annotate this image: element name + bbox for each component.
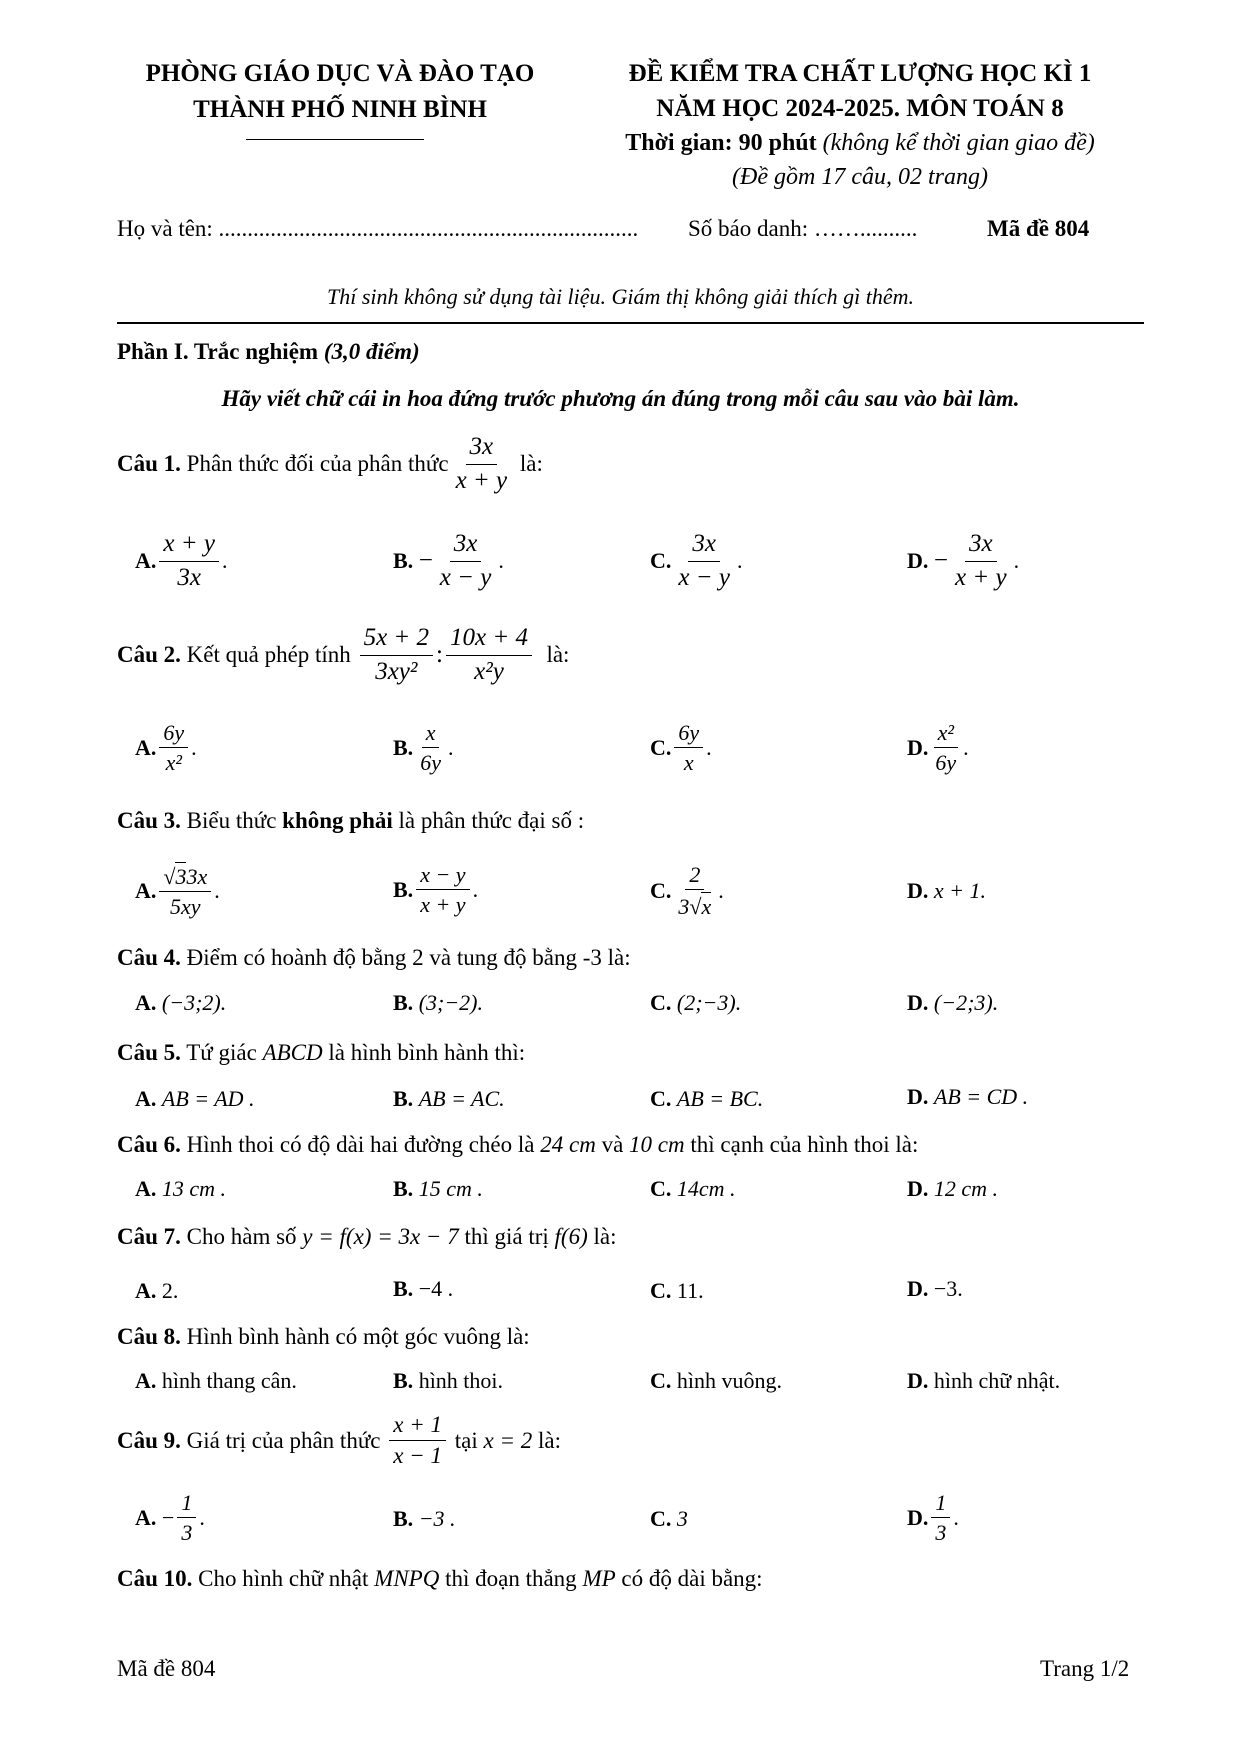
option-label: C. xyxy=(650,1278,672,1303)
denominator: x xyxy=(683,750,694,776)
question-text: là hình bình hành thì: xyxy=(328,1040,526,1065)
question-text: Giá trị của phân thức xyxy=(186,1427,381,1453)
math-expression: ABCD xyxy=(262,1040,323,1065)
option-value: 2. xyxy=(161,1278,179,1303)
question-label: Câu 1. xyxy=(117,451,181,477)
question-text: thì cạnh của hình thoi là: xyxy=(690,1132,919,1157)
denominator: x²y xyxy=(474,657,504,685)
option-d xyxy=(907,1084,1028,1110)
denominator: 3xy² xyxy=(375,657,418,685)
option-label: A. xyxy=(135,877,157,903)
question-text: Biểu thức xyxy=(186,808,277,833)
header-divider xyxy=(117,322,1144,324)
option-d: D. − $\frac{3x}{x + y}$ . xyxy=(907,530,1020,591)
question-label: Câu 8. xyxy=(117,1324,181,1349)
option-label: B. xyxy=(393,1276,414,1301)
question-text: thì đoạn thẳng xyxy=(445,1566,577,1591)
option-label: D. xyxy=(907,990,929,1015)
denominator: x² xyxy=(165,750,182,776)
option-label: C. xyxy=(650,734,672,760)
question-6 xyxy=(117,1132,918,1158)
option-label: A. xyxy=(135,1504,157,1530)
option-label: D. xyxy=(907,1176,929,1201)
question-text: Hình thoi có độ dài hai đường chéo là xyxy=(186,1132,535,1157)
math-expression: x = 2 xyxy=(483,1427,533,1453)
option-label: A. xyxy=(135,990,157,1015)
denominator: x − 1 xyxy=(393,1443,442,1469)
time-note: (không kể thời gian giao đề) xyxy=(822,130,1095,156)
option-b xyxy=(393,1276,453,1302)
header-underline xyxy=(246,139,424,140)
option-label: B. xyxy=(393,1176,414,1201)
fraction xyxy=(436,530,496,593)
radicand: x xyxy=(701,894,712,920)
option-d: D. $\frac{1}{3}$ . xyxy=(907,1490,959,1546)
option-value: −3. xyxy=(933,1276,963,1301)
fraction xyxy=(159,720,188,776)
section-title-text: Phần I. Trắc nghiệm xyxy=(117,339,319,364)
section-instruction: Hãy viết chữ cái in hoa đứng trước phương án đúng trong mỗi câu sau vào bài làm. xyxy=(221,386,1020,411)
math-expression: 24 cm xyxy=(540,1132,596,1157)
option-label: C. xyxy=(650,1506,672,1531)
question-tail: là: xyxy=(519,451,543,477)
numerator: 3x xyxy=(450,530,482,562)
option-value: AB = CD . xyxy=(933,1084,1029,1109)
question-1 xyxy=(117,433,543,496)
option-b xyxy=(393,990,483,1016)
footer-page-number: Trang 1/2 xyxy=(1040,1656,1130,1681)
option-d: D. $\frac{\text{x²}}{6y}$ . xyxy=(907,720,969,776)
option-label: A. xyxy=(135,1278,157,1303)
option-a: A. $\frac{6y}{\text{x²}}$ . xyxy=(135,720,197,776)
denominator: x − y xyxy=(678,563,730,591)
option-value: 15 cm . xyxy=(418,1176,483,1201)
option-a xyxy=(135,1278,178,1304)
option-value: 3 xyxy=(676,1506,688,1531)
option-label: D. xyxy=(907,1276,929,1301)
option-b: B. $\frac{x}{6y}$ . xyxy=(393,720,454,776)
question-text: Cho hàm số xyxy=(186,1224,297,1249)
fraction xyxy=(389,1412,446,1470)
radicand: 3 xyxy=(175,864,187,889)
option-label: A. xyxy=(135,1176,157,1201)
option-a: A. $\frac{√33x}{5xy}$ . xyxy=(135,864,220,920)
option-c xyxy=(650,1368,782,1394)
option-value: (−3;2). xyxy=(161,990,227,1015)
option-label: C. xyxy=(650,1086,672,1111)
fraction xyxy=(452,433,512,496)
option-c xyxy=(650,1176,736,1202)
denominator: 5xy xyxy=(170,894,201,920)
option-label: B. xyxy=(393,1086,414,1111)
numerator: 10x + 4 xyxy=(446,624,532,656)
option-label: C. xyxy=(650,1368,672,1393)
option-label: D. xyxy=(907,878,929,903)
numerator: 2 xyxy=(685,862,704,890)
fraction xyxy=(674,720,703,776)
option-d xyxy=(907,1176,998,1202)
fraction: $\frac{√33x}{5xy}$ xyxy=(159,862,211,920)
option-a: A. $\frac{x + y}{3x}$ . xyxy=(135,530,228,591)
option-b: B. $\frac{x - y}{x + y}$ . xyxy=(393,862,479,918)
option-value: hình chữ nhật. xyxy=(933,1368,1061,1393)
option-value: hình thang cân. xyxy=(161,1368,297,1393)
denominator: 3 xyxy=(181,1520,193,1546)
option-d xyxy=(907,990,998,1016)
fraction xyxy=(674,530,734,593)
option-a xyxy=(135,1086,255,1112)
option-value: −3 . xyxy=(418,1506,456,1531)
option-c: C. $\frac{3x}{x - y}$ . xyxy=(650,530,743,591)
question-text: và xyxy=(601,1132,624,1157)
option-label: A. xyxy=(135,1368,157,1393)
denominator: 6y xyxy=(420,750,441,776)
option-b xyxy=(393,1176,483,1202)
question-label: Câu 4. xyxy=(117,945,181,970)
question-text: Điểm có hoành độ bằng 2 và tung độ bằng -3 là: xyxy=(186,945,631,970)
question-text: Kết quả phép tính xyxy=(186,642,351,668)
question-3 xyxy=(117,808,584,834)
question-label: Câu 7. xyxy=(117,1224,181,1249)
fraction xyxy=(951,530,1011,593)
numerator: 6y xyxy=(159,720,188,748)
question-label: Câu 6. xyxy=(117,1132,181,1157)
math-expression: y = f(x) = 3x − 7 xyxy=(302,1224,459,1249)
numerator: 3x xyxy=(965,530,997,562)
option-label: B. xyxy=(393,1506,414,1531)
option-a xyxy=(135,1176,226,1202)
numerator: x² xyxy=(934,720,958,748)
question-text: là: xyxy=(537,1427,561,1453)
question-text: là: xyxy=(593,1224,617,1249)
department-name: PHÒNG GIÁO DỤC VÀ ĐÀO TẠO xyxy=(145,60,535,87)
option-value: 12 cm . xyxy=(933,1176,999,1201)
question-text: có độ dài bằng: xyxy=(621,1566,763,1591)
school-year-subject: NĂM HỌC 2024-2025. MÔN TOÁN 8 xyxy=(656,95,1064,122)
numerator: x xyxy=(422,720,440,748)
option-label: D. xyxy=(907,1504,929,1530)
option-value: 14cm . xyxy=(676,1176,736,1201)
option-value: x + 1. xyxy=(933,878,987,903)
option-a xyxy=(135,990,226,1016)
numerator: 3x xyxy=(688,530,720,562)
denominator: x + y xyxy=(420,892,466,918)
option-b xyxy=(393,1086,505,1112)
option-c: C. $\frac{6y}{x}$ . xyxy=(650,720,712,776)
exam-time xyxy=(575,130,1145,157)
question-4 xyxy=(117,945,631,971)
denominator: 3 xyxy=(935,1520,947,1546)
exam-notice: Thí sinh không sử dụng tài liệu. Giám thị không giải thích gì thêm. xyxy=(326,284,915,309)
option-value: hình vuông. xyxy=(676,1368,783,1393)
option-value: (2;−3). xyxy=(676,990,742,1015)
question-text: Tứ giác xyxy=(186,1040,257,1065)
option-label: A. xyxy=(135,548,157,574)
fraction xyxy=(360,624,433,687)
exam-code: Mã đề 804 xyxy=(987,216,1090,241)
denominator: x − y xyxy=(439,563,492,591)
option-value: AB = AD . xyxy=(161,1086,255,1111)
fraction xyxy=(446,624,532,687)
question-text: là phân thức đại số : xyxy=(398,808,585,833)
math-expression: MNPQ xyxy=(374,1566,440,1591)
option-value: 11. xyxy=(676,1278,704,1303)
section-title xyxy=(117,339,420,365)
question-text: Hình bình hành có một góc vuông là: xyxy=(186,1324,530,1349)
math-expression: MP xyxy=(582,1566,616,1591)
option-value: hình thoi. xyxy=(418,1368,504,1393)
numerator: 1 xyxy=(177,1490,196,1518)
question-2: Câu 2. Kết quả phép tính $\frac{5x + 2}{\text{3xy²}}$ : $\frac{10x + 4}{\text{x²y}}$ là: xyxy=(117,624,570,685)
footer-exam-code: Mã đề 804 xyxy=(117,1656,216,1681)
option-label: B. xyxy=(393,1368,414,1393)
question-emphasis: không phải xyxy=(282,808,393,833)
math-expression: 10 cm xyxy=(629,1132,685,1157)
question-label: Câu 2. xyxy=(117,642,181,668)
option-label: A. xyxy=(135,734,157,760)
option-value: (3;−2). xyxy=(418,990,484,1015)
option-c xyxy=(650,1506,688,1532)
fraction xyxy=(177,1490,196,1546)
option-label: D. xyxy=(907,1084,929,1109)
option-label: B. xyxy=(393,990,414,1015)
denominator: x + y xyxy=(455,466,508,494)
numerator: x − y xyxy=(416,862,469,890)
option-label: B. xyxy=(393,876,414,902)
option-b xyxy=(393,1506,456,1532)
numerator: x + y xyxy=(159,530,219,562)
option-label: B. xyxy=(393,734,414,760)
option-label: D. xyxy=(907,1368,929,1393)
question-text: Cho hình chữ nhật xyxy=(198,1566,369,1591)
option-c xyxy=(650,1278,704,1304)
question-text: Phân thức đối của phân thức xyxy=(186,451,449,477)
option-label: B. xyxy=(393,548,414,574)
candidate-number-field: Số báo danh: …….......... xyxy=(688,216,918,241)
option-a: A. − $\frac{1}{3}$ . xyxy=(135,1490,205,1546)
numerator: 3x xyxy=(466,433,498,465)
option-d xyxy=(907,878,986,904)
denominator: 3x xyxy=(177,563,201,591)
fraction xyxy=(931,720,960,776)
option-label: D. xyxy=(907,734,929,760)
option-d xyxy=(907,1368,1060,1394)
exam-title: ĐỀ KIỂM TRA CHẤT LƯỢNG HỌC KÌ 1 xyxy=(628,60,1092,87)
option-c xyxy=(650,1086,763,1112)
question-9 xyxy=(117,1412,561,1470)
fraction xyxy=(416,862,469,918)
question-text: thì giá trị xyxy=(464,1224,549,1249)
option-value: −4 . xyxy=(418,1276,454,1301)
option-c: C. $\frac{2}{3√x}$ . xyxy=(650,862,724,920)
option-label: A. xyxy=(135,1086,157,1111)
section-points: (3,0 điểm) xyxy=(323,339,420,364)
time-label: Thời gian: 90 phút xyxy=(625,130,817,156)
option-b: B. − $\frac{3x}{x - y}$ . xyxy=(393,530,504,591)
option-d xyxy=(907,1276,963,1302)
fraction: $\frac{2}{3√x}$ xyxy=(678,862,712,920)
question-text: tại xyxy=(454,1427,478,1453)
option-b xyxy=(393,1368,503,1394)
question-10 xyxy=(117,1566,763,1592)
numerator: 3x xyxy=(186,864,208,889)
question-label: Câu 9. xyxy=(117,1427,181,1453)
question-label: Câu 3. xyxy=(117,808,181,833)
city-name: THÀNH PHỐ NINH BÌNH xyxy=(193,96,487,123)
option-label: C. xyxy=(650,548,672,574)
question-label: Câu 10. xyxy=(117,1566,193,1591)
option-label: C. xyxy=(650,877,672,903)
math-expression: f(6) xyxy=(554,1224,588,1249)
fraction xyxy=(931,1490,950,1546)
question-tail: là: xyxy=(546,642,570,668)
option-value: 13 cm . xyxy=(161,1176,227,1201)
option-a xyxy=(135,1368,297,1394)
question-label: Câu 5. xyxy=(117,1040,181,1065)
denominator: x + y xyxy=(955,563,1007,591)
option-label: C. xyxy=(650,1176,672,1201)
numerator: 5x + 2 xyxy=(360,624,433,656)
question-8 xyxy=(117,1324,530,1350)
option-label: C. xyxy=(650,990,672,1015)
option-c xyxy=(650,990,741,1016)
option-value: AB = BC. xyxy=(676,1086,764,1111)
numerator: 1 xyxy=(931,1490,950,1518)
fraction xyxy=(159,530,219,593)
candidate-name-field: Họ và tên: ......................................................................... xyxy=(117,216,639,241)
question-7 xyxy=(117,1224,617,1250)
option-value: (−2;3). xyxy=(933,990,999,1015)
pages-note: (Đề gồm 17 câu, 02 trang) xyxy=(732,164,988,190)
option-value: AB = AC. xyxy=(418,1086,505,1111)
numerator: x + 1 xyxy=(389,1412,446,1441)
question-5 xyxy=(117,1040,525,1066)
option-label: D. xyxy=(907,548,929,574)
denominator: 6y xyxy=(935,750,957,776)
numerator: 6y xyxy=(674,720,703,748)
fraction xyxy=(416,720,445,776)
